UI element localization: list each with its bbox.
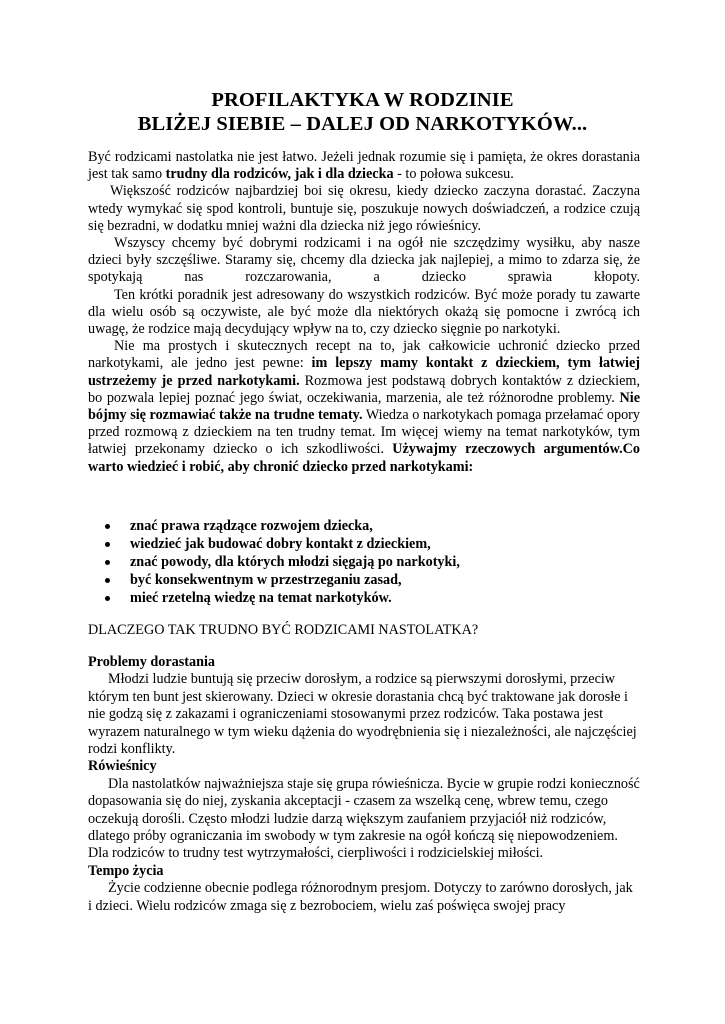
paragraph-3: Wszyscy chcemy być dobrymi rodzicami i na ogół nie szczędzimy wysiłku, aby nasze dzieci były szczęśliwe. Staramy się, chcemy dla dziecka jak najlepiej, a mimo to zdarza się, że spotykają nas rozczarowania, a dziecko sprawia kłopoty. (88, 235, 640, 286)
section-text-rowiesnicy: Dla nastolatków najważniejsza staje się grupa rówieśnicza. Bycie w grupie rodzi konieczność dopasowania się do niej, zyskania akceptacji - czasem za wszelką cenę, wbrew temu, czego oczekują dorośli. Często młodzi ludzie darzą większym zaufaniem przyjaciół niż rodziców, dlatego próby ograniczania im swobody w tym zakresie na ogół kończą się niepowodzeniem. Dla rodziców to trudny test wytrzymałości, cierpliwości i rodzicielskiej miłości. (88, 775, 640, 862)
section-title-problemy: Problemy dorastania (88, 654, 216, 670)
section-text-tempo: Życie codzienne obecnie podlega różnorodnym presjom. Dotyczy to zarówno dorosłych, jak i dzieci. Wielu rodziców zmaga się z bezrobociem, wielu zaś poświęca swojej pracy (88, 880, 633, 914)
section-title-rowiesnicy: Rówieśnicy (88, 758, 157, 775)
section-text-problemy: Młodzi ludzie buntują się przeciw dorosłym, a rodzice są pierwszymi dorosłymi, przeciw którym ten bunt jest skierowany. Dzieci w okresie dorastania chcą być traktowane jak dorosłe i nie godzą się z zakazami i ograniczeniami stosowanymi przez rodziców. Taka postawa jest wyrazem naturalnego w tym wieku dążenia do wyodrębnienia się i niezależności, ale najczęściej rodzi konflikty. (88, 671, 637, 758)
paragraph-1 (88, 149, 640, 183)
p1-text-a: Być rodzicami nastolatka nie jest łatwo. Jeżeli jednak rozumie się i pamięta, że okres dorastania jest tak samo (88, 149, 640, 183)
paragraph-2: Większość rodziców najbardziej boi się okresu, kiedy dziecko zaczyna dorastać. Zaczyna wtedy wymykać się spod kontroli, buntuje się, poszukuje nowych doświadczeń, a rodzice czują się bezradni, w dodatku mniej ważni dla dziecka niż jego rówieśnicy. (88, 183, 640, 234)
p5-bold-f: Używajmy rzeczowych argumentów.Co warto wiedzieć i robić, aby chronić dziecko przed narkotykami: (88, 441, 640, 475)
p5-text-e: Wiedza o narkotykach pomaga przełamać opory przed rozmową z dzieckiem na ten trudny temat. Im więcej wiemy na temat narkotyków, tym łatwiej przekonamy dziecko o ich szkodliwości. (88, 407, 640, 458)
p5-bold-b: im lepszy mamy kontakt z dzieckiem, tym łatwiej ustrzeżemy je przed narkotykami. (88, 355, 640, 389)
advice-bullet-list (104, 517, 624, 607)
title-line-1: PROFILAKTYKA W RODZINIE (211, 89, 514, 111)
p1-bold: trudny dla rodziców, jak i dla dziecka (165, 166, 394, 183)
p5-bold-d: Nie bójmy się rozmawiać także na trudne tematy. (88, 389, 640, 424)
section-title-tempo: Tempo życia (88, 862, 164, 879)
section-heading: DLACZEGO TAK TRUDNO BYĆ RODZICAMI NASTOLATKA? (88, 622, 479, 638)
document-title (0, 88, 725, 136)
intro-text (88, 149, 640, 476)
bullet-item: mieć rzetelną wiedzę na temat narkotyków. (104, 589, 624, 607)
p5-text-c: Rozmowa jest podstawą dobrych kontaktów z dzieckiem, bo pozwala lepiej poznać jego świat, oczekiwania, marzenia, ale też różnorodne problemy. (88, 372, 640, 406)
bullet-item: być konsekwentnym w przestrzeganiu zasad, (104, 571, 624, 589)
sections-block (88, 654, 640, 915)
title-line-2: BLIŻEJ SIEBIE – DALEJ OD NARKOTYKÓW... (137, 113, 588, 135)
bullet-item: znać powody, dla których młodzi sięgają po narkotyki, (104, 553, 624, 571)
p5-text-a: Nie ma prostych i skutecznych recept na to, jak całkowicie uchronić dziecko przed narkotykami, ale jedno jest pewne: (88, 338, 640, 372)
paragraph-4: Ten krótki poradnik jest adresowany do wszystkich rodziców. Być może porady tu zawarte dla wielu osób są oczywiste, ale być może dla niektórych okażą się pomocne i zwrócą ich uwagę, że rodzice mają decydujący wpływ na to, czy dziecko sięgnie po narkotyki. (88, 286, 640, 338)
paragraph-5 (88, 338, 640, 476)
p1-text-c: - to połowa sukcesu. (393, 166, 514, 183)
bullet-item: wiedzieć jak budować dobry kontakt z dzieckiem, (104, 535, 624, 553)
bullet-item: znać prawa rządzące rozwojem dziecka, (104, 517, 624, 535)
